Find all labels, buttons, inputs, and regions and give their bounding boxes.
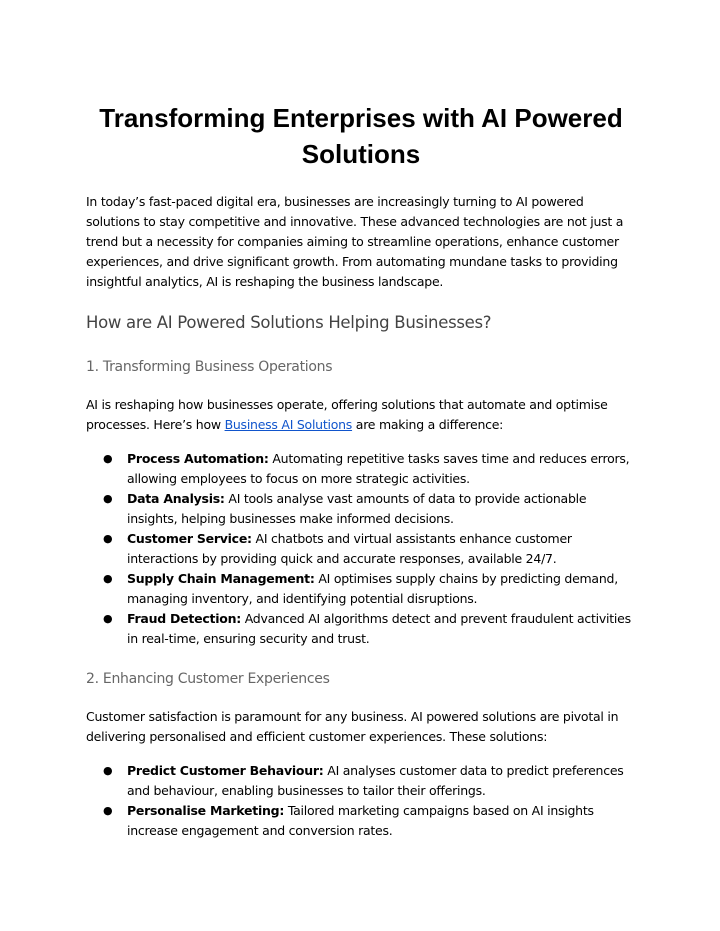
document-title: Transforming Enterprises with AI Powered Solutions — [99, 103, 623, 169]
subsection-heading-operations: 1. Transforming Business Operations — [86, 359, 333, 375]
list-item-term: Customer Service: — [127, 531, 252, 546]
list-item-text: AI chatbots and virtual assistants enhance customer interactions by providing quick and accurate responses, available 24/7. — [127, 531, 572, 566]
operations-text-after-link: are making a difference: — [352, 417, 504, 432]
list-item — [86, 529, 636, 569]
list-item — [86, 569, 636, 609]
list-item — [86, 489, 636, 529]
list-item-term: Supply Chain Management: — [127, 571, 315, 586]
document-content — [86, 100, 636, 841]
list-item-text: AI analyses customer data to predict preferences and behaviour, enabling businesses to tailor their offerings. — [127, 763, 624, 798]
bullet-icon: ● — [103, 612, 113, 625]
list-item-term: Process Automation: — [127, 451, 269, 466]
operations-text-before-link: AI is reshaping how businesses operate, offering solutions that automate and optimise processes. Here’s how — [86, 397, 608, 432]
intro-paragraph: In today’s fast-paced digital era, businesses are increasingly turning to AI powered solutions to stay competitive and innovative. These advanced technologies are not just a trend but a necessity for companies aiming to streamline operations, enhance customer experiences, and drive significant growth. From automating mundane tasks to providing insightful analytics, AI is reshaping the business landscape. — [86, 194, 624, 289]
list-item-text: Advanced AI algorithms detect and prevent fraudulent activities in real-time, ensuring security and trust. — [127, 611, 631, 646]
operations-list — [86, 449, 636, 649]
bullet-icon: ● — [103, 572, 113, 585]
list-item-term: Data Analysis: — [127, 491, 225, 506]
bullet-icon: ● — [103, 452, 113, 465]
list-item — [86, 449, 636, 489]
business-ai-solutions-link[interactable]: Business AI Solutions — [224, 417, 353, 432]
operations-paragraph — [86, 395, 636, 435]
subsection-heading-customer-experiences: 2. Enhancing Customer Experiences — [86, 671, 330, 687]
customer-experiences-paragraph: Customer satisfaction is paramount for any business. AI powered solutions are pivotal in delivering personalised and efficient customer experiences. These solutions: — [86, 709, 619, 744]
list-item-term: Fraud Detection: — [127, 611, 241, 626]
bullet-icon: ● — [103, 532, 113, 545]
customer-experiences-list — [86, 761, 636, 841]
section-heading: How are AI Powered Solutions Helping Businesses? — [86, 313, 492, 332]
list-item-text: Tailored marketing campaigns based on AI insights increase engagement and conversion rates. — [127, 803, 594, 838]
list-item-text: Automating repetitive tasks saves time and reduces errors, allowing employees to focus on more strategic activities. — [127, 451, 630, 486]
list-item-text: AI optimises supply chains by predicting demand, managing inventory, and identifying potential disruptions. — [127, 571, 618, 606]
list-item-text: AI tools analyse vast amounts of data to provide actionable insights, helping businesses make informed decisions. — [127, 491, 587, 526]
bullet-icon: ● — [103, 764, 113, 777]
bullet-icon: ● — [103, 804, 113, 817]
list-item-term: Predict Customer Behaviour: — [127, 763, 324, 778]
list-item-term: Personalise Marketing: — [127, 803, 285, 818]
list-item — [86, 609, 636, 649]
bullet-icon: ● — [103, 492, 113, 505]
list-item — [86, 801, 636, 841]
list-item — [86, 761, 636, 801]
